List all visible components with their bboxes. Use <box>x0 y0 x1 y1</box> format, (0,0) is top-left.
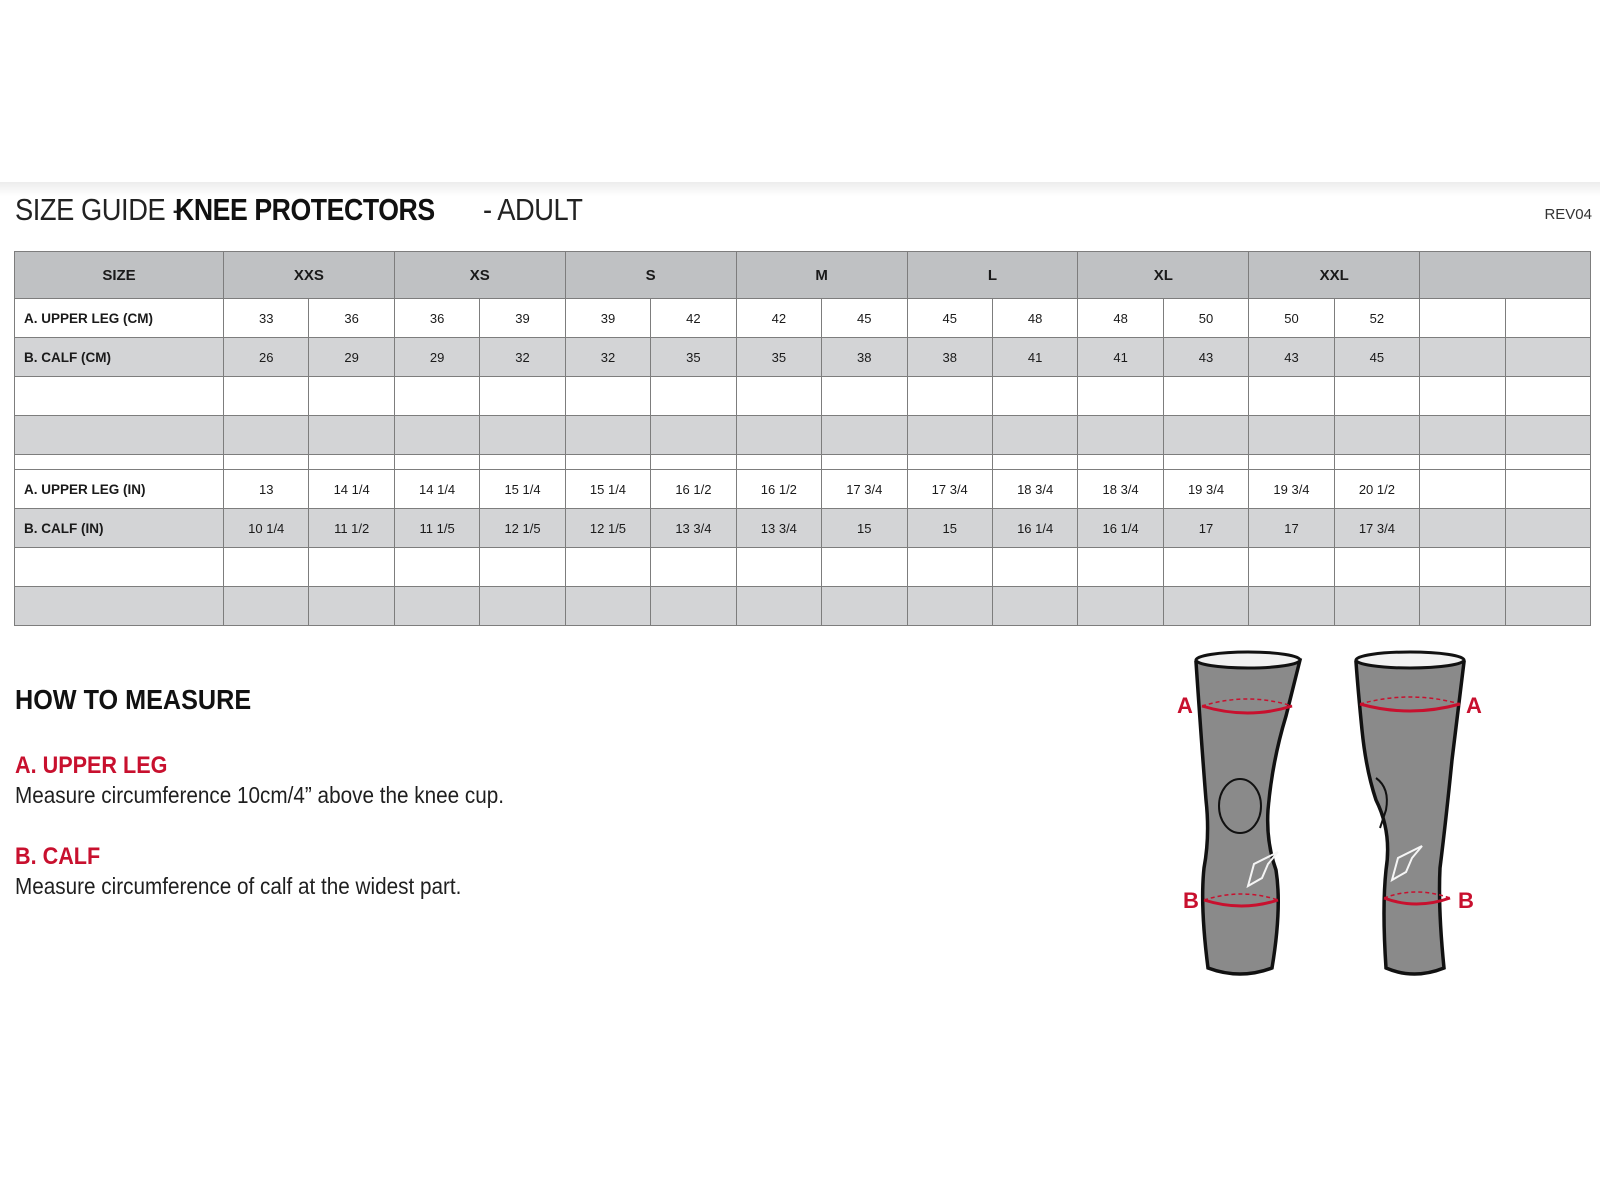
table-cell: 35 <box>736 338 821 377</box>
table-cell: 36 <box>309 299 394 338</box>
row-label: A. UPPER LEG (IN) <box>15 470 224 509</box>
empty-cell <box>565 455 650 470</box>
empty-cell <box>651 416 736 455</box>
empty-cell <box>1078 416 1163 455</box>
empty-cell <box>907 377 992 416</box>
empty-cell <box>1334 548 1419 587</box>
table-cell: 12 1/5 <box>565 509 650 548</box>
table-cell: 48 <box>1078 299 1163 338</box>
empty-row <box>15 455 1591 470</box>
empty-cell <box>394 377 479 416</box>
empty-cell <box>1163 377 1248 416</box>
front-leg-illustration <box>1196 652 1300 974</box>
empty-cell <box>1505 548 1590 587</box>
empty-cell <box>1420 587 1505 626</box>
front-marker-a: A <box>1177 693 1193 718</box>
empty-cell <box>736 587 821 626</box>
table-cell: 26 <box>224 338 309 377</box>
empty-row <box>15 416 1591 455</box>
size-col-xs: XS <box>394 252 565 299</box>
empty-cell <box>480 455 565 470</box>
size-col-s: S <box>565 252 736 299</box>
table-cell: 15 <box>822 509 907 548</box>
table-cell: 38 <box>822 338 907 377</box>
table-cell <box>1420 509 1505 548</box>
title-suffix: - ADULT <box>483 192 583 227</box>
empty-cell <box>992 587 1077 626</box>
empty-cell <box>224 377 309 416</box>
table-cell: 15 1/4 <box>480 470 565 509</box>
front-marker-b: B <box>1183 888 1199 913</box>
empty-cell <box>1334 377 1419 416</box>
empty-cell <box>1505 455 1590 470</box>
table-row <box>15 470 1591 509</box>
table-cell: 41 <box>992 338 1077 377</box>
empty-cell <box>736 455 821 470</box>
table-cell: 52 <box>1334 299 1419 338</box>
empty-cell <box>15 587 224 626</box>
empty-cell <box>1249 416 1334 455</box>
empty-cell <box>822 587 907 626</box>
table-cell: 19 3/4 <box>1249 470 1334 509</box>
empty-cell <box>15 416 224 455</box>
size-header-label: SIZE <box>15 252 224 299</box>
table-cell: 15 <box>907 509 992 548</box>
empty-cell <box>1420 548 1505 587</box>
table-cell <box>1505 509 1590 548</box>
table-cell <box>1420 338 1505 377</box>
row-label: A. UPPER LEG (CM) <box>15 299 224 338</box>
table-row <box>15 509 1591 548</box>
table-cell: 50 <box>1163 299 1248 338</box>
size-col-m: M <box>736 252 907 299</box>
size-col-xxs: XXS <box>224 252 395 299</box>
upper-leg-heading: A. UPPER LEG <box>15 752 168 779</box>
table-row <box>15 299 1591 338</box>
side-marker-b: B <box>1458 888 1474 913</box>
knee-protector-diagram <box>1177 650 1520 995</box>
empty-cell <box>1249 587 1334 626</box>
size-col-l: L <box>907 252 1078 299</box>
table-cell <box>1420 299 1505 338</box>
side-leg-illustration <box>1356 652 1464 974</box>
table-cell: 32 <box>480 338 565 377</box>
table-cell <box>1420 470 1505 509</box>
row-label: B. CALF (CM) <box>15 338 224 377</box>
empty-cell <box>15 455 224 470</box>
table-cell: 12 1/5 <box>480 509 565 548</box>
empty-cell <box>907 455 992 470</box>
size-header-row <box>15 252 1591 299</box>
empty-cell <box>394 416 479 455</box>
empty-cell <box>736 548 821 587</box>
table-cell: 19 3/4 <box>1163 470 1248 509</box>
empty-cell <box>1163 587 1248 626</box>
empty-cell <box>992 455 1077 470</box>
table-cell: 17 3/4 <box>822 470 907 509</box>
side-marker-a: A <box>1466 693 1482 718</box>
table-cell: 16 1/2 <box>736 470 821 509</box>
empty-cell <box>309 377 394 416</box>
empty-cell <box>309 587 394 626</box>
empty-cell <box>907 416 992 455</box>
empty-cell <box>907 548 992 587</box>
empty-cell <box>992 377 1077 416</box>
empty-cell <box>15 548 224 587</box>
table-cell: 39 <box>480 299 565 338</box>
size-col-xxl: XXL <box>1249 252 1420 299</box>
calf-heading: B. CALF <box>15 843 101 870</box>
table-cell <box>1505 299 1590 338</box>
empty-cell <box>480 548 565 587</box>
empty-cell <box>651 455 736 470</box>
title-product: KNEE PROTECTORS <box>175 192 435 227</box>
empty-cell <box>736 416 821 455</box>
empty-cell <box>480 377 565 416</box>
table-cell: 16 1/4 <box>992 509 1077 548</box>
table-cell: 20 1/2 <box>1334 470 1419 509</box>
empty-cell <box>992 548 1077 587</box>
empty-cell <box>394 587 479 626</box>
empty-cell <box>480 416 565 455</box>
empty-row <box>15 377 1591 416</box>
title-prefix: SIZE GUIDE - <box>15 192 182 227</box>
empty-cell <box>565 587 650 626</box>
empty-cell <box>992 416 1077 455</box>
empty-cell <box>1420 455 1505 470</box>
table-cell: 13 3/4 <box>736 509 821 548</box>
table-cell: 13 <box>224 470 309 509</box>
empty-cell <box>1420 377 1505 416</box>
calf-text: Measure circumference of calf at the widest part. <box>15 873 462 899</box>
empty-cell <box>1505 416 1590 455</box>
empty-cell <box>309 548 394 587</box>
table-cell: 42 <box>736 299 821 338</box>
empty-cell <box>224 416 309 455</box>
revision-label: REV04 <box>1544 206 1592 223</box>
empty-cell <box>651 548 736 587</box>
empty-cell <box>224 548 309 587</box>
empty-cell <box>1420 416 1505 455</box>
table-cell: 29 <box>309 338 394 377</box>
table-cell: 17 3/4 <box>907 470 992 509</box>
empty-cell <box>1505 587 1590 626</box>
empty-cell <box>224 587 309 626</box>
empty-cell <box>565 416 650 455</box>
empty-cell <box>1249 548 1334 587</box>
table-cell: 38 <box>907 338 992 377</box>
table-cell: 41 <box>1078 338 1163 377</box>
empty-cell <box>1249 377 1334 416</box>
table-cell <box>1505 470 1590 509</box>
empty-cell <box>651 587 736 626</box>
empty-cell <box>1078 455 1163 470</box>
empty-cell <box>15 377 224 416</box>
empty-cell <box>224 455 309 470</box>
table-cell: 50 <box>1249 299 1334 338</box>
empty-cell <box>1334 455 1419 470</box>
table-cell: 11 1/5 <box>394 509 479 548</box>
table-cell: 13 3/4 <box>651 509 736 548</box>
table-cell: 42 <box>651 299 736 338</box>
empty-cell <box>1078 587 1163 626</box>
table-cell: 45 <box>822 299 907 338</box>
empty-cell <box>1078 548 1163 587</box>
empty-cell <box>651 377 736 416</box>
table-cell: 16 1/4 <box>1078 509 1163 548</box>
table-cell: 43 <box>1249 338 1334 377</box>
table-cell: 15 1/4 <box>565 470 650 509</box>
table-cell: 35 <box>651 338 736 377</box>
table-cell: 43 <box>1163 338 1248 377</box>
table-cell: 32 <box>565 338 650 377</box>
table-cell: 29 <box>394 338 479 377</box>
empty-cell <box>736 377 821 416</box>
table-cell: 48 <box>992 299 1077 338</box>
how-to-measure-title: HOW TO MEASURE <box>15 684 252 715</box>
table-cell <box>1505 338 1590 377</box>
table-cell: 17 3/4 <box>1334 509 1419 548</box>
table-cell: 33 <box>224 299 309 338</box>
size-col-empty <box>1420 252 1591 299</box>
empty-cell <box>822 548 907 587</box>
table-cell: 39 <box>565 299 650 338</box>
table-cell: 36 <box>394 299 479 338</box>
empty-cell <box>822 455 907 470</box>
size-table <box>14 251 1591 626</box>
how-to-measure-section <box>15 684 915 934</box>
upper-leg-text: Measure circumference 10cm/4” above the knee cup. <box>15 782 505 808</box>
empty-row <box>15 548 1591 587</box>
table-cell: 17 <box>1163 509 1248 548</box>
empty-cell <box>480 587 565 626</box>
table-cell: 18 3/4 <box>1078 470 1163 509</box>
empty-cell <box>1334 587 1419 626</box>
empty-cell <box>565 377 650 416</box>
empty-cell <box>1334 416 1419 455</box>
empty-cell <box>1249 455 1334 470</box>
empty-row <box>15 587 1591 626</box>
table-cell: 14 1/4 <box>309 470 394 509</box>
empty-cell <box>565 548 650 587</box>
table-cell: 16 1/2 <box>651 470 736 509</box>
empty-cell <box>907 587 992 626</box>
empty-cell <box>309 416 394 455</box>
table-cell: 17 <box>1249 509 1334 548</box>
empty-cell <box>822 377 907 416</box>
table-cell: 45 <box>1334 338 1419 377</box>
table-cell: 10 1/4 <box>224 509 309 548</box>
empty-cell <box>1163 455 1248 470</box>
empty-cell <box>394 455 479 470</box>
table-cell: 14 1/4 <box>394 470 479 509</box>
table-cell: 11 1/2 <box>309 509 394 548</box>
empty-cell <box>1163 548 1248 587</box>
table-cell: 45 <box>907 299 992 338</box>
row-label: B. CALF (IN) <box>15 509 224 548</box>
page-title <box>15 192 1595 236</box>
empty-cell <box>1163 416 1248 455</box>
empty-cell <box>822 416 907 455</box>
empty-cell <box>394 548 479 587</box>
table-cell: 18 3/4 <box>992 470 1077 509</box>
table-row <box>15 338 1591 377</box>
empty-cell <box>309 455 394 470</box>
empty-cell <box>1078 377 1163 416</box>
size-col-xl: XL <box>1078 252 1249 299</box>
empty-cell <box>1505 377 1590 416</box>
